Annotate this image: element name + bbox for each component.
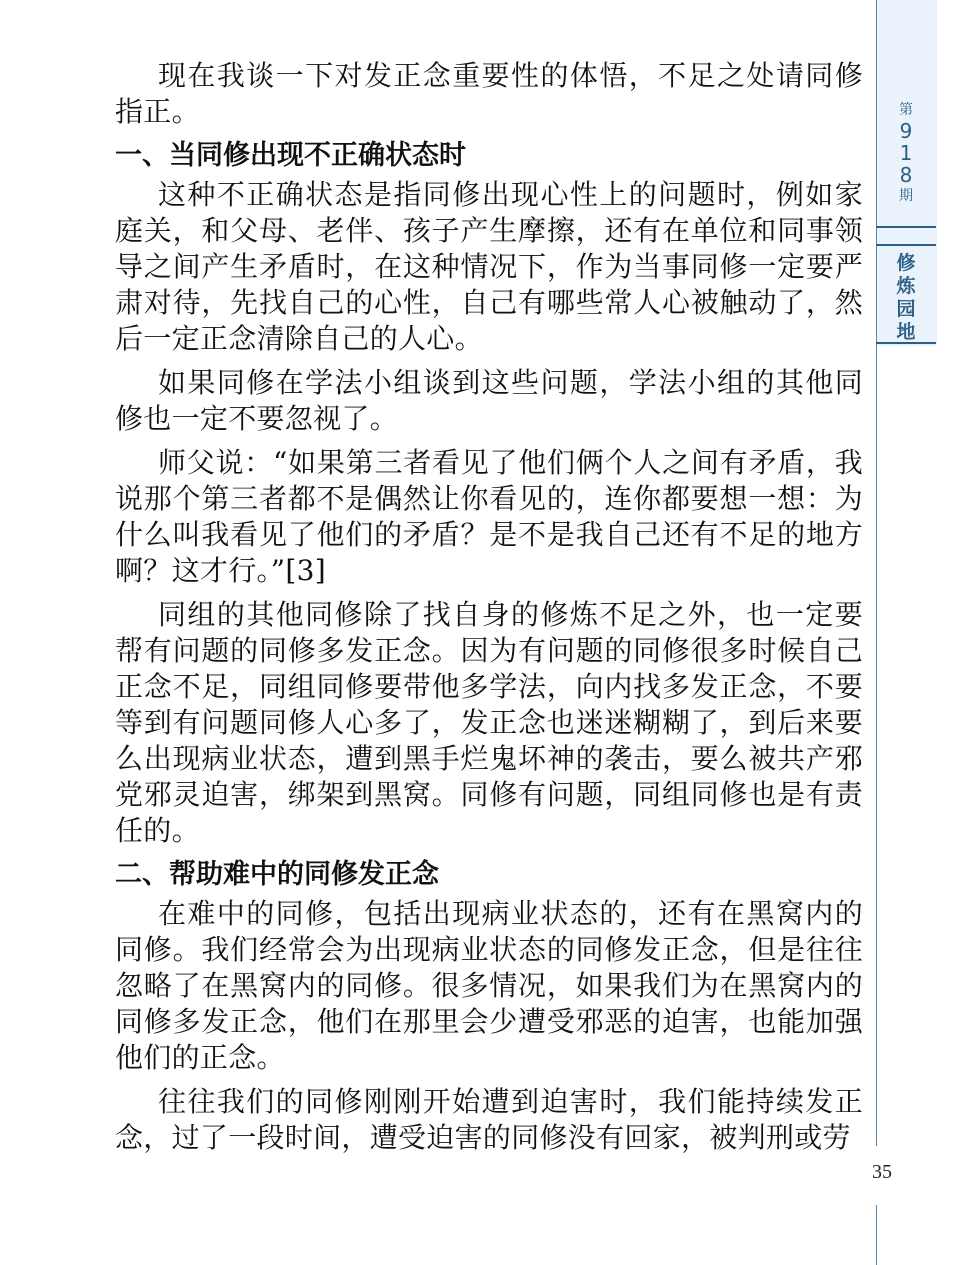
issue-digit: 8: [899, 163, 913, 187]
issue-digit: 9: [899, 119, 913, 143]
section-char: 修: [896, 252, 916, 274]
paragraph-2: 如果同修在学法小组谈到这些问题，学法小组的其他同修也一定不要忽视了。: [115, 366, 863, 435]
rail-divider: [876, 346, 877, 1146]
rail-divider-bottom: [876, 1205, 877, 1265]
paragraph-1: 这种不正确状态是指同修出现心性上的问题时，例如家庭关，和父母、老伴、孩子产生摩擦，还有在单位和同事领导之间产生矛盾时，在这种情况下，作为当事同修一定要严肃对待，先找自己的心性，自己有哪些常人心被触动了，然后一定正念清除自己的人心。: [115, 178, 863, 355]
section-heading-2: 二、帮助难中的同修发正念: [115, 859, 439, 890]
quote-paragraph: 师父说：“如果第三者看见了他们俩个人之间有矛盾，我说那个第三者都不是偶然让你看见的，连你都要想一想：为什么叫我看见了他们的矛盾？是不是我自己还有不足的地方啊？这才行。”[3]: [115, 446, 863, 587]
section-label: [876, 244, 936, 344]
issue-digit: 1: [899, 141, 913, 165]
issue-suffix: 期: [899, 188, 913, 204]
paragraph-6: 往往我们的同修刚刚开始遭到迫害时，我们能持续发正念，过了一段时间，遭受迫害的同修没有回家，被判刑或劳: [115, 1085, 863, 1154]
section-char: 园: [896, 298, 916, 320]
section-heading-1: 一、当同修出现不正确状态时: [115, 140, 466, 171]
intro-paragraph: 现在我谈一下对发正念重要性的体悟，不足之处请同修指正。: [115, 59, 863, 128]
section-char: 地: [896, 321, 916, 343]
issue-number-label: [876, 100, 936, 228]
paragraph-5: 在难中的同修，包括出现病业状态的，还有在黑窝内的同修。我们经常会为出现病业状态的同修发正念，但是往往忽略了在黑窝内的同修。很多情况，如果我们为在黑窝内的同修多发正念，他们在那里会少遭受邪恶的迫害，也能加强他们的正念。: [115, 897, 863, 1074]
paragraph-4: 同组的其他同修除了找自身的修炼不足之外，也一定要帮有问题的同修多发正念。因为有问题的同修很多时候自己正念不足，同组同修要带他多学法，向内找多发正念，不要等到有问题同修人心多了，发正念也迷迷糊糊了，到后来要么出现病业状态，遭到黑手烂鬼坏神的袭击，要么被共产邪党邪灵迫害，绑架到黑窝。同修有问题，同组同修也是有责任的。: [115, 598, 863, 847]
article-body: [115, 58, 863, 1156]
section-char: 炼: [896, 275, 916, 297]
issue-prefix: 第: [899, 102, 913, 118]
page-number: 35: [872, 1161, 892, 1183]
